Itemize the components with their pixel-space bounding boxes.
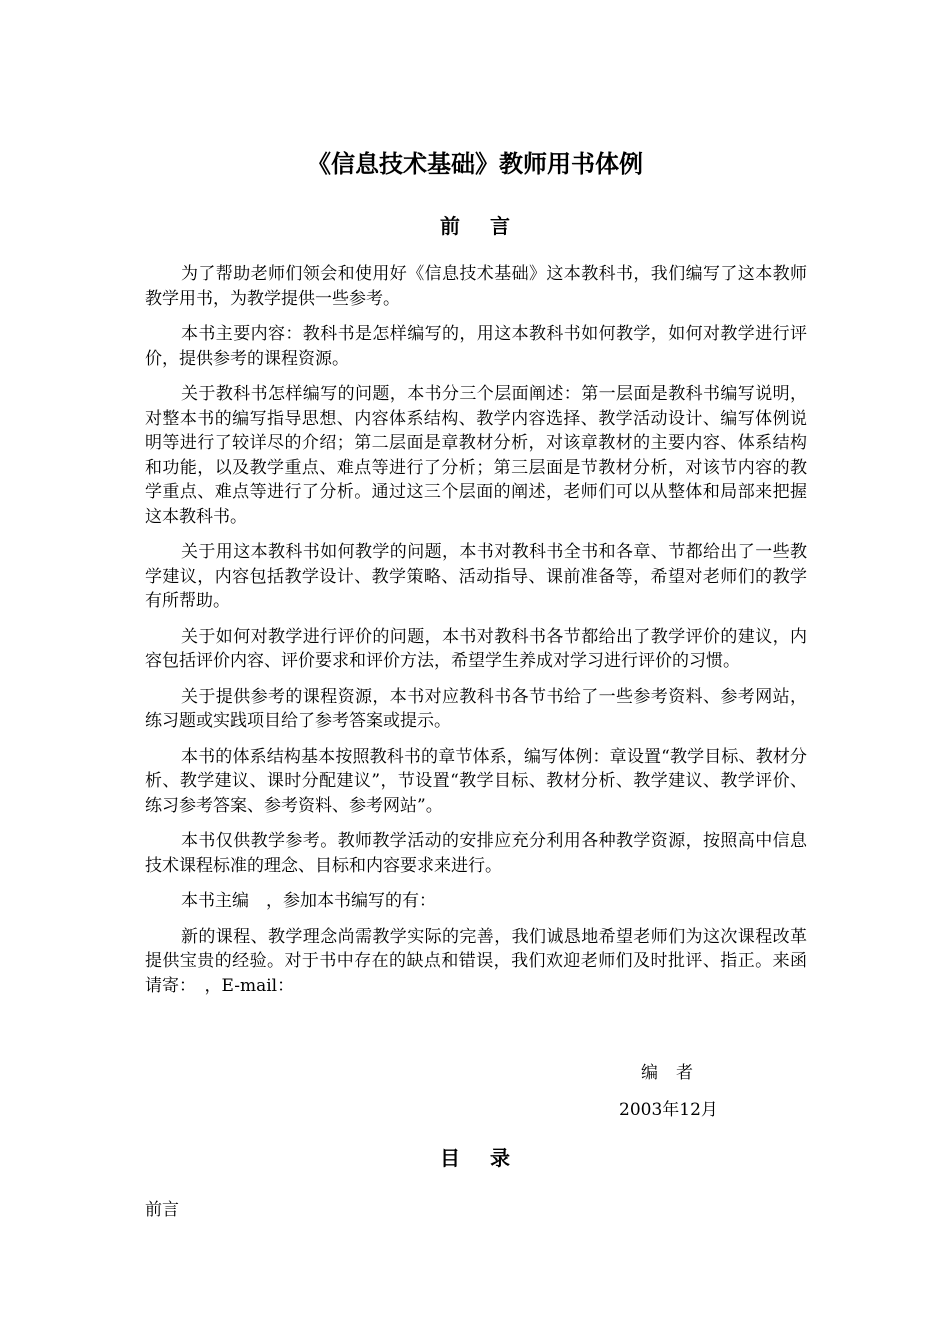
signature-left: 编 — [641, 1063, 658, 1083]
preface-paragraph: 本书仅供教学参考。教师教学活动的安排应充分利用各种教学资源，按照高中信息技术课程标准的理念、目标和内容要求来进行。 — [145, 831, 807, 876]
preface-paragraph: 本书的体系结构基本按照教科书的章节体系，编写体例：章设置“教学目标、教材分析、教学建议、课时分配建议”，节设置“教学目标、教材分析、教学建议、教学评价、练习参考答案、参考资料、参考网站”。 — [145, 746, 807, 816]
preface-paragraph: 关于提供参考的课程资源，本书对应教科书各节书给了一些参考资料、参考网站，练习题或实践项目给了参考答案或提示。 — [145, 686, 807, 731]
preface-date: 2003年12月 — [619, 1100, 718, 1120]
preface-paragraph: 关于如何对教学进行评价的问题，本书对教科书各节都给出了教学评价的建议，内容包括评价内容、评价要求和评价方法，希望学生养成对学习进行评价的习惯。 — [145, 626, 807, 671]
preface-paragraph: 关于教科书怎样编写的问题，本书分三个层面阐述：第一层面是教科书编写说明，对整本书的编写指导思想、内容体系结构、教学内容选择、教学活动设计、编写体例说明等进行了较详尽的介绍；第二层面是章教材分析，对该章教材的主要内容、体系结构和功能，以及教学重点、难点等进行了分析；第三层面是节教材分析，对该节内容的教学重点、难点等进行了分析。通过这三个层面的阐述，老师们可以从整体和局部来把握这本教科书。 — [145, 384, 807, 527]
preface-body — [145, 262, 807, 1009]
preface-heading-left: 前 — [440, 214, 460, 238]
toc-item-preface: 前言 — [145, 1200, 179, 1220]
preface-paragraph: 本书主要内容：教科书是怎样编写的，用这本教科书如何教学，如何对教学进行评价，提供参考的课程资源。 — [145, 324, 807, 369]
preface-heading — [0, 211, 950, 241]
signature-right: 者 — [676, 1063, 693, 1083]
toc-heading — [0, 1143, 950, 1173]
preface-paragraph: 关于用这本教科书如何教学的问题，本书对教科书全书和各章、节都给出了一些教学建议，内容包括教学设计、教学策略、活动指导、课前准备等，希望对老师们的教学有所帮助。 — [145, 542, 807, 611]
preface-paragraph: 新的课程、教学理念尚需教学实际的完善，我们诚恳地希望老师们为这次课程改革提供宝贵的经验。对于书中存在的缺点和错误，我们欢迎老师们及时批评、指正。来函请寄： ，E-mail： — [145, 926, 807, 996]
document-title: 《信息技术基础》教师用书体例 — [307, 149, 643, 178]
preface-paragraph: 为了帮助老师们领会和使用好《信息技术基础》这本教科书，我们编写了这本教师教学用书，为教学提供一些参考。 — [145, 264, 807, 309]
preface-heading-right: 言 — [490, 214, 510, 238]
preface-paragraph: 本书主编 ，参加本书编写的有： — [181, 891, 436, 911]
editor-signature — [641, 1061, 693, 1085]
toc-heading-left: 目 — [440, 1146, 460, 1170]
toc-heading-right: 录 — [490, 1146, 510, 1170]
